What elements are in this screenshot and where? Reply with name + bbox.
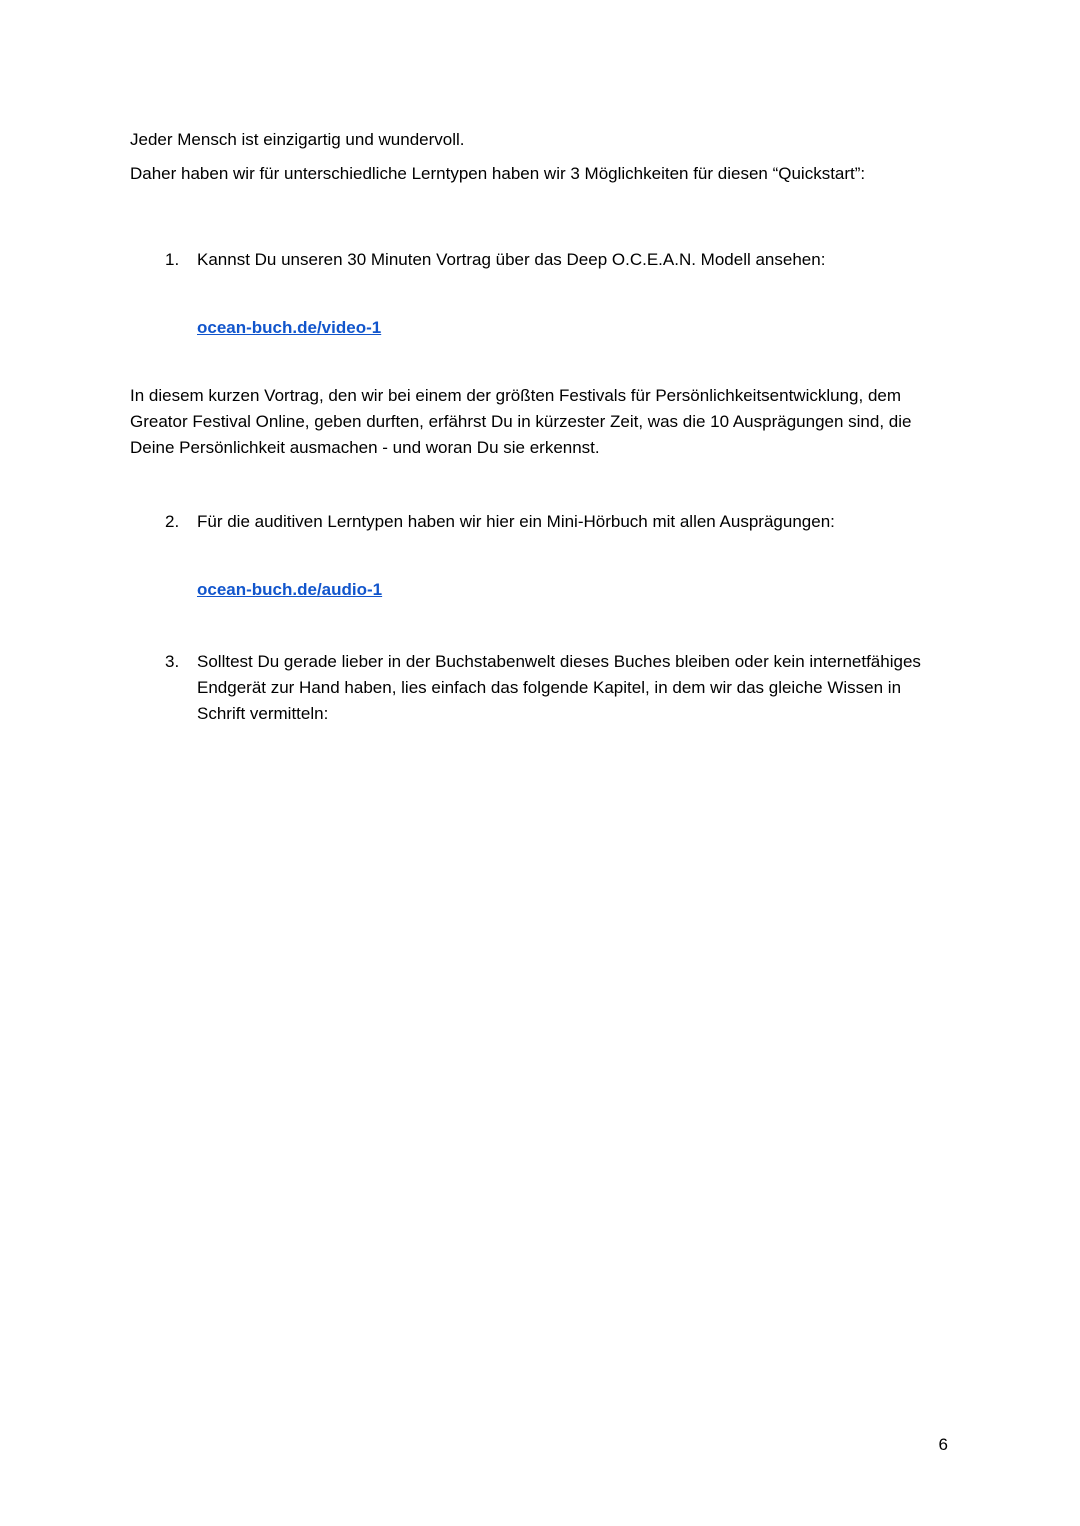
lerntypen-paragraph: Daher haben wir für unterschiedliche Lerntypen haben wir 3 Möglichkeiten für diesen “Quickstart”: bbox=[130, 164, 866, 183]
list-item-2-text: Für die auditiven Lerntypen haben wir hier ein Mini-Hörbuch mit allen Ausprägungen: bbox=[197, 512, 835, 531]
list-item-1 bbox=[165, 247, 952, 273]
audio-link-line bbox=[197, 577, 952, 603]
list-item-1-number: 1. bbox=[165, 250, 180, 269]
page-number: 6 bbox=[938, 1435, 948, 1454]
list-item-3-number: 3. bbox=[165, 652, 180, 671]
vortrag-paragraph: In diesem kurzen Vortrag, den wir bei einem der größten Festivals für Persönlichkeitsentwicklung, dem Greator Festival Online, geben durften, erfährst Du in kürzester Zeit, was die 10 Ausprägungen sind, die Deine Persönlichkeit ausmachen - und woran Du sie erkennst. bbox=[130, 386, 912, 457]
list-item-2-number: 2. bbox=[165, 512, 180, 531]
list-item-3-text: Solltest Du gerade lieber in der Buchstabenwelt dieses Buches bleiben oder kein internetfähiges Endgerät zur Hand haben, lies einfach das folgende Kapitel, in dem wir das gleiche Wissen in Schrift vermitteln: bbox=[197, 652, 921, 723]
intro-paragraph: Jeder Mensch ist einzigartig und wundervoll. bbox=[130, 130, 465, 149]
list-item-2 bbox=[165, 509, 952, 535]
document-content bbox=[130, 127, 952, 727]
list-item-3 bbox=[165, 649, 952, 727]
video-link[interactable]: ocean-buch.de/video-1 bbox=[197, 318, 382, 337]
video-link-line bbox=[197, 315, 952, 341]
list-item-1-text: Kannst Du unseren 30 Minuten Vortrag über das Deep O.C.E.A.N. Modell ansehen: bbox=[197, 250, 826, 269]
audio-link[interactable]: ocean-buch.de/audio-1 bbox=[197, 580, 383, 599]
